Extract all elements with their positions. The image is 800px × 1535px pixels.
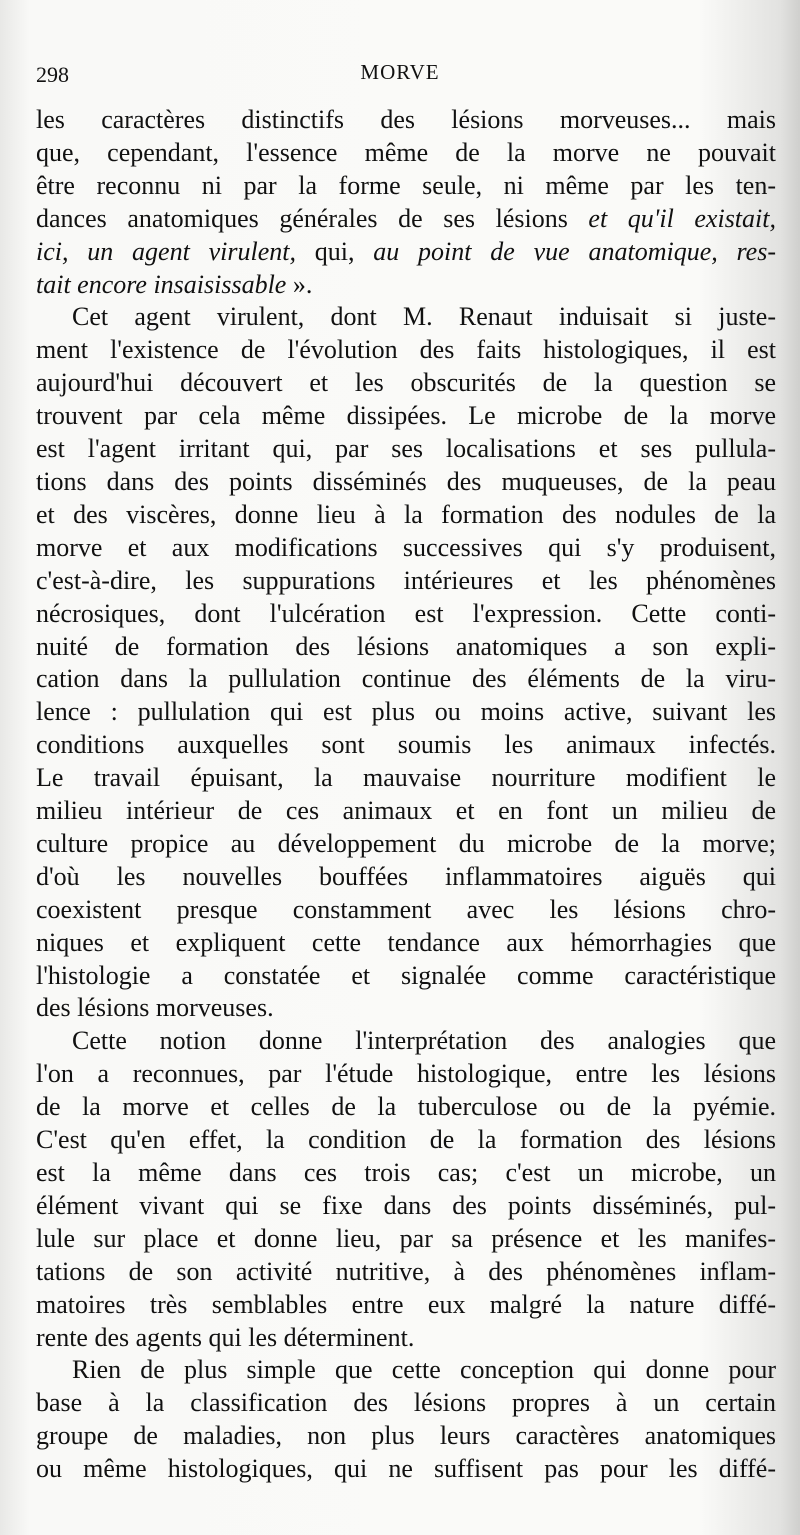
paragraph <box>36 301 776 1025</box>
text-segment: lence : pullulation qui est plus ou moins active, suivant les <box>36 697 776 727</box>
text-segment: être reconnu ni par la forme seule, ni même par les ten- <box>36 170 776 200</box>
text-line <box>36 400 776 433</box>
text-line <box>36 1387 776 1420</box>
text-segment: nuité de formation des lésions anatomiques a son expli- <box>36 631 776 661</box>
text-line <box>36 894 776 927</box>
text-segment: tations de son activité nutritive, à des phénomènes inflam- <box>36 1256 776 1286</box>
text-segment: est l'agent irritant qui, par ses localisations et ses pullula- <box>36 434 776 464</box>
paragraph <box>36 1025 776 1354</box>
text-line <box>36 565 776 598</box>
text-line <box>36 1190 776 1223</box>
italic-text: au point de vue anatomique, res- <box>373 236 776 266</box>
text-segment: ». <box>286 269 313 299</box>
text-segment: groupe de maladies, non plus leurs caractères anatomiques <box>36 1421 776 1451</box>
text-segment: coexistent presque constamment avec les lésions chro- <box>36 894 776 924</box>
italic-text: ici, un agent virulent, <box>36 236 296 266</box>
text-segment: Rien de plus simple que cette conception qui donne pour <box>72 1355 776 1385</box>
text-line <box>36 104 776 137</box>
text-segment: trouvent par cela même dissipées. Le microbe de la morve <box>36 401 776 431</box>
text-segment: Cette notion donne l'interprétation des analogies que <box>72 1026 776 1056</box>
text-line <box>36 170 776 203</box>
page-number: 298 <box>36 62 69 87</box>
text-segment: ment l'existence de l'évolution des faits histologiques, il est <box>36 335 776 365</box>
text-line <box>36 663 776 696</box>
text-line <box>36 1322 776 1355</box>
text-line <box>36 1025 776 1058</box>
text-segment: Cet agent virulent, dont M. Renaut induisait si juste- <box>72 302 776 332</box>
text-segment: rente des agents qui les déterminent. <box>36 1322 415 1352</box>
text-segment: d'où les nouvelles bouffées inflammatoires aiguës qui <box>36 861 776 891</box>
text-segment: élément vivant qui se fixe dans des points disséminés, pul- <box>36 1190 776 1220</box>
text-segment: niques et expliquent cette tendance aux hémorrhagies que <box>36 927 776 957</box>
text-line <box>36 1354 776 1387</box>
paragraph <box>36 104 776 301</box>
text-segment: lule sur place et donne lieu, par sa présence et les manifes- <box>36 1223 776 1253</box>
text-segment: cation dans la pullulation continue des éléments de la viru- <box>36 664 776 694</box>
text-line <box>36 729 776 762</box>
text-line <box>36 532 776 565</box>
body-text <box>36 104 776 1486</box>
text-line <box>36 1223 776 1256</box>
text-segment: l'histologie a constatée et signalée comme caractéristique <box>36 960 776 990</box>
text-line <box>36 269 776 302</box>
text-segment: morve et aux modifications successives qui s'y produisent, <box>36 532 776 562</box>
italic-text: et qu'il existait, <box>588 203 776 233</box>
text-segment: c'est-à-dire, les suppurations intérieures et les phénomènes <box>36 565 776 595</box>
text-line <box>36 1058 776 1091</box>
text-line <box>36 499 776 532</box>
text-segment: de la morve et celles de la tuberculose ou de la pyémie. <box>36 1092 776 1122</box>
text-line <box>36 1420 776 1453</box>
text-segment: aujourd'hui découvert et les obscurités de la question se <box>36 368 776 398</box>
text-line <box>36 203 776 236</box>
text-segment: base à la classification des lésions propres à un certain <box>36 1388 776 1418</box>
text-line <box>36 992 776 1025</box>
text-segment: qui, <box>295 236 374 266</box>
text-line <box>36 1256 776 1289</box>
text-line <box>36 762 776 795</box>
text-line <box>36 795 776 828</box>
text-segment: que, cependant, l'essence même de la morve ne pouvait <box>36 137 776 167</box>
text-line <box>36 301 776 334</box>
paragraph <box>36 1354 776 1486</box>
text-line <box>36 960 776 993</box>
text-line <box>36 1091 776 1124</box>
text-segment: culture propice au développement du microbe de la morve; <box>36 828 776 858</box>
text-line <box>36 433 776 466</box>
text-line <box>36 1157 776 1190</box>
text-line <box>36 1453 776 1486</box>
text-segment: des lésions morveuses. <box>36 993 274 1023</box>
running-title: MORVE <box>360 60 440 84</box>
text-segment: l'on a reconnues, par l'étude histologique, entre les lésions <box>36 1059 776 1089</box>
text-segment: nécrosiques, dont l'ulcération est l'expression. Cette conti- <box>36 598 776 628</box>
text-segment: et des viscères, donne lieu à la formation des nodules de la <box>36 499 776 529</box>
text-segment: milieu intérieur de ces animaux et en font un milieu de <box>36 796 776 826</box>
text-line <box>36 334 776 367</box>
text-line <box>36 1124 776 1157</box>
text-line <box>36 137 776 170</box>
text-segment: matoires très semblables entre eux malgré la nature diffé- <box>36 1289 776 1319</box>
text-segment: les caractères distinctifs des lésions morveuses... mais <box>36 105 776 134</box>
text-segment: C'est qu'en effet, la condition de la formation des lésions <box>36 1125 776 1155</box>
text-segment: Le travail épuisant, la mauvaise nourriture modifient le <box>36 763 776 793</box>
text-segment: conditions auxquelles sont soumis les animaux infectés. <box>36 730 776 760</box>
text-line <box>36 598 776 631</box>
text-line <box>36 861 776 894</box>
text-line <box>36 367 776 400</box>
text-line <box>36 236 776 269</box>
text-segment: tions dans des points disséminés des muqueuses, de la peau <box>36 466 776 496</box>
text-segment: dances anatomiques générales de ses lésions <box>36 203 589 233</box>
text-segment: ou même histologiques, qui ne suffisent pas pour les diffé- <box>36 1454 776 1484</box>
italic-text: tait encore insaisissable <box>36 269 287 299</box>
text-line <box>36 927 776 960</box>
text-line <box>36 466 776 499</box>
text-line <box>36 696 776 729</box>
text-line <box>36 828 776 861</box>
text-segment: est la même dans ces trois cas; c'est un microbe, un <box>36 1158 776 1187</box>
text-line <box>36 631 776 664</box>
page-header <box>36 60 764 90</box>
text-line <box>36 1289 776 1322</box>
